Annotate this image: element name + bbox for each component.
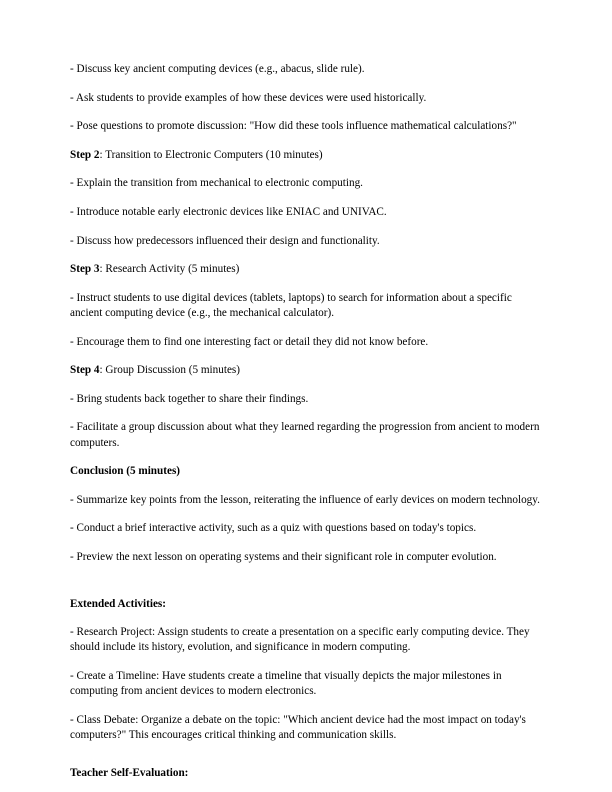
paragraph-bullet: - Explain the transition from mechanical to electronic computing. [70, 177, 363, 190]
section-heading-teacher-self-evaluation: Teacher Self-Evaluation: [70, 767, 189, 780]
paragraph-bullet: - Instruct students to use digital devices (tablets, laptops) to search for information about a specific ancient computing device (e.g., the mechanical calculator). [70, 291, 512, 319]
paragraph-bullet: - Bring students back together to share their findings. [70, 392, 309, 405]
paragraph-bullet: - Research Project: Assign students to create a presentation on a specific early computing device. They should include its history, evolution, and significance in modern computing. [70, 626, 530, 654]
step-heading-4 [70, 363, 542, 378]
step-text: : Group Discussion (5 minutes) [99, 364, 240, 377]
paragraph-bullet: - Discuss key ancient computing devices (e.g., abacus, slide rule). [70, 63, 365, 75]
paragraph-bullet: - Summarize key points from the lesson, reiterating the influence of early devices on modern technology. [70, 493, 540, 506]
step-text: : Transition to Electronic Computers (10 minutes) [99, 148, 323, 161]
paragraph-bullet: - Preview the next lesson on operating systems and their significant role in computer evolution. [70, 550, 497, 563]
paragraph-bullet: - Discuss how predecessors influenced their design and functionality. [70, 234, 380, 247]
step-label: Step 2 [70, 148, 100, 161]
section-spacer [70, 579, 542, 597]
step-label: Step 4 [70, 364, 100, 377]
paragraph-bullet: - Encourage them to find one interesting fact or detail they did not know before. [70, 335, 429, 348]
paragraph-bullet: - Create a Timeline: Have students create a timeline that visually depicts the major milestones in computing from ancient devices to modern electronics. [70, 669, 502, 698]
section-spacer [70, 756, 542, 766]
paragraph-bullet: - Facilitate a group discussion about what they learned regarding the progression from ancient to modern computers. [70, 421, 540, 449]
step-label: Step 3 [70, 263, 100, 276]
paragraph-bullet: - Introduce notable early electronic devices like ENIAC and UNIVAC. [70, 206, 387, 219]
step-heading-2 [70, 148, 542, 163]
paragraph-bullet: - Class Debate: Organize a debate on the topic: "Which ancient device had the most impact on today's computers?" This encourages critical thinking and communication skills. [70, 713, 526, 741]
paragraph-bullet: - Conduct a brief interactive activity, such as a quiz with questions based on today's topics. [70, 522, 477, 535]
section-heading-extended-activities: Extended Activities: [70, 597, 167, 610]
step-text: : Research Activity (5 minutes) [99, 263, 240, 276]
paragraph-bullet: - Pose questions to promote discussion: "How did these tools influence mathematical calculations?" [70, 120, 517, 133]
step-heading-3 [70, 262, 542, 277]
section-heading-conclusion: Conclusion (5 minutes) [70, 465, 181, 478]
paragraph-bullet: - Ask students to provide examples of how these devices were used historically. [70, 91, 427, 104]
document-body [70, 62, 542, 781]
